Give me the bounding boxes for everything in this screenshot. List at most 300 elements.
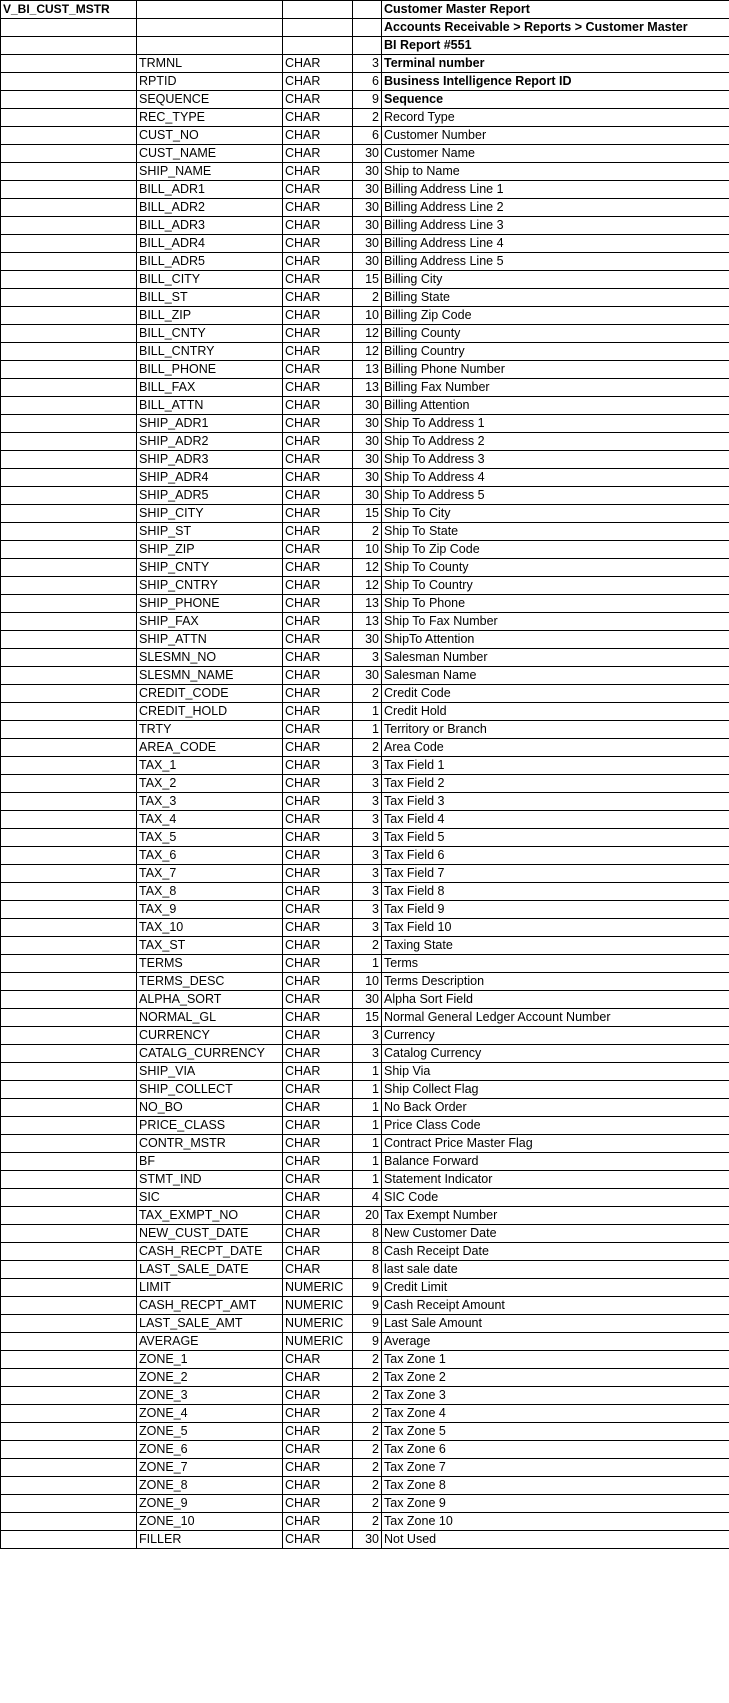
field-name-cell: BILL_ATTN (137, 397, 283, 415)
field-type-cell: CHAR (283, 559, 353, 577)
field-type-cell: NUMERIC (283, 1315, 353, 1333)
empty-cell (353, 37, 382, 55)
field-type-cell: CHAR (283, 937, 353, 955)
empty-cell (1, 1009, 137, 1027)
field-name-cell: CUST_NO (137, 127, 283, 145)
field-type-cell: NUMERIC (283, 1279, 353, 1297)
field-description-cell: Alpha Sort Field (382, 991, 729, 1009)
field-description-cell: Price Class Code (382, 1117, 729, 1135)
field-description-cell: Sequence (382, 91, 729, 109)
field-type-cell: CHAR (283, 577, 353, 595)
empty-cell (1, 775, 137, 793)
field-type-cell: CHAR (283, 397, 353, 415)
field-name-cell: CASH_RECPT_DATE (137, 1243, 283, 1261)
field-length-cell: 30 (353, 469, 382, 487)
field-length-cell: 13 (353, 595, 382, 613)
field-description-cell: Ship Collect Flag (382, 1081, 729, 1099)
table-row (1, 523, 729, 541)
field-description-cell: Terms Description (382, 973, 729, 991)
field-description-cell: Ship To Address 3 (382, 451, 729, 469)
table-row (1, 289, 729, 307)
field-length-cell: 3 (353, 865, 382, 883)
field-type-cell: CHAR (283, 901, 353, 919)
field-type-cell: CHAR (283, 199, 353, 217)
table-row (1, 1495, 729, 1513)
empty-cell (1, 235, 137, 253)
empty-cell (1, 325, 137, 343)
table-row (1, 343, 729, 361)
field-description-cell: SIC Code (382, 1189, 729, 1207)
field-type-cell: CHAR (283, 1369, 353, 1387)
field-name-cell: NO_BO (137, 1099, 283, 1117)
field-length-cell: 1 (353, 1063, 382, 1081)
field-length-cell: 10 (353, 541, 382, 559)
table-row (1, 487, 729, 505)
field-type-cell: CHAR (283, 991, 353, 1009)
table-row (1, 163, 729, 181)
field-length-cell: 3 (353, 829, 382, 847)
table-row (1, 919, 729, 937)
field-description-cell: Record Type (382, 109, 729, 127)
table-row (1, 883, 729, 901)
empty-cell (283, 1, 353, 19)
field-description-cell: Billing State (382, 289, 729, 307)
field-length-cell: 3 (353, 55, 382, 73)
field-type-cell: CHAR (283, 667, 353, 685)
field-name-cell: TAX_7 (137, 865, 283, 883)
empty-cell (137, 1, 283, 19)
field-type-cell: CHAR (283, 1261, 353, 1279)
field-length-cell: 2 (353, 1495, 382, 1513)
field-description-cell: Not Used (382, 1531, 729, 1549)
empty-cell (283, 19, 353, 37)
empty-cell (137, 37, 283, 55)
table-row (1, 829, 729, 847)
field-length-cell: 30 (353, 991, 382, 1009)
field-name-cell: SHIP_CNTRY (137, 577, 283, 595)
empty-cell (1, 379, 137, 397)
field-type-cell: CHAR (283, 379, 353, 397)
table-row (1, 181, 729, 199)
field-name-cell: TAX_2 (137, 775, 283, 793)
field-length-cell: 4 (353, 1189, 382, 1207)
field-length-cell: 2 (353, 1459, 382, 1477)
field-length-cell: 10 (353, 973, 382, 991)
field-name-cell: TAX_8 (137, 883, 283, 901)
field-type-cell: CHAR (283, 649, 353, 667)
field-description-cell: No Back Order (382, 1099, 729, 1117)
empty-cell (1, 541, 137, 559)
field-name-cell: LAST_SALE_AMT (137, 1315, 283, 1333)
empty-cell (1, 253, 137, 271)
field-description-cell: New Customer Date (382, 1225, 729, 1243)
table-row (1, 1477, 729, 1495)
empty-cell (1, 721, 137, 739)
field-description-cell: Tax Exempt Number (382, 1207, 729, 1225)
field-type-cell: CHAR (283, 541, 353, 559)
field-type-cell: CHAR (283, 919, 353, 937)
table-row (1, 1063, 729, 1081)
field-length-cell: 15 (353, 1009, 382, 1027)
field-description-cell: Billing Fax Number (382, 379, 729, 397)
table-row (1, 1405, 729, 1423)
empty-cell (1, 865, 137, 883)
field-length-cell: 3 (353, 811, 382, 829)
field-name-cell: ZONE_8 (137, 1477, 283, 1495)
field-description-cell: Contract Price Master Flag (382, 1135, 729, 1153)
field-description-cell: Normal General Ledger Account Number (382, 1009, 729, 1027)
field-name-cell: SHIP_ADR2 (137, 433, 283, 451)
table-row (1, 379, 729, 397)
field-description-cell: Catalog Currency (382, 1045, 729, 1063)
field-description-cell: Billing County (382, 325, 729, 343)
field-type-cell: CHAR (283, 1045, 353, 1063)
field-length-cell: 2 (353, 1477, 382, 1495)
field-type-cell: CHAR (283, 1477, 353, 1495)
table-row (1, 955, 729, 973)
field-description-cell: Billing Address Line 4 (382, 235, 729, 253)
field-name-cell: SHIP_CNTY (137, 559, 283, 577)
field-description-cell: Tax Zone 7 (382, 1459, 729, 1477)
table-row (1, 811, 729, 829)
field-length-cell: 15 (353, 271, 382, 289)
table-row (1, 1189, 729, 1207)
table-row (1, 901, 729, 919)
field-name-cell: ALPHA_SORT (137, 991, 283, 1009)
field-type-cell: CHAR (283, 487, 353, 505)
field-description-cell: Billing Address Line 1 (382, 181, 729, 199)
field-length-cell: 3 (353, 883, 382, 901)
field-description-cell: Currency (382, 1027, 729, 1045)
field-type-cell: CHAR (283, 1207, 353, 1225)
table-row (1, 1225, 729, 1243)
field-name-cell: SHIP_COLLECT (137, 1081, 283, 1099)
field-description-cell: Ship To State (382, 523, 729, 541)
field-type-cell: CHAR (283, 955, 353, 973)
field-description-cell: Billing Address Line 2 (382, 199, 729, 217)
field-description-cell: Tax Field 9 (382, 901, 729, 919)
table-row (1, 739, 729, 757)
field-length-cell: 2 (353, 1423, 382, 1441)
empty-cell (1, 1477, 137, 1495)
empty-cell (1, 1441, 137, 1459)
field-length-cell: 1 (353, 1099, 382, 1117)
field-type-cell: CHAR (283, 793, 353, 811)
header-row-1 (1, 1, 729, 19)
table-row (1, 649, 729, 667)
field-type-cell: CHAR (283, 1135, 353, 1153)
field-name-cell: ZONE_4 (137, 1405, 283, 1423)
field-name-cell: ZONE_5 (137, 1423, 283, 1441)
table-row (1, 127, 729, 145)
field-type-cell: CHAR (283, 505, 353, 523)
field-description-cell: Terminal number (382, 55, 729, 73)
field-name-cell: SHIP_ADR5 (137, 487, 283, 505)
field-length-cell: 3 (353, 775, 382, 793)
field-description-cell: Ship To County (382, 559, 729, 577)
field-type-cell: CHAR (283, 1495, 353, 1513)
field-name-cell: TERMS_DESC (137, 973, 283, 991)
field-length-cell: 9 (353, 1279, 382, 1297)
table-row (1, 1279, 729, 1297)
field-type-cell: CHAR (283, 1531, 353, 1549)
field-name-cell: TAX_10 (137, 919, 283, 937)
field-length-cell: 3 (353, 1045, 382, 1063)
field-length-cell: 30 (353, 487, 382, 505)
field-type-cell: CHAR (283, 883, 353, 901)
field-description-cell: Tax Field 4 (382, 811, 729, 829)
empty-cell (1, 1369, 137, 1387)
empty-cell (1, 901, 137, 919)
empty-cell (1, 1423, 137, 1441)
field-length-cell: 3 (353, 649, 382, 667)
field-description-cell: Billing Attention (382, 397, 729, 415)
table-row (1, 217, 729, 235)
field-length-cell: 2 (353, 523, 382, 541)
field-name-cell: TAX_3 (137, 793, 283, 811)
field-type-cell: CHAR (283, 253, 353, 271)
empty-cell (1, 1225, 137, 1243)
field-type-cell: CHAR (283, 613, 353, 631)
table-row (1, 1315, 729, 1333)
field-name-cell: SHIP_ZIP (137, 541, 283, 559)
field-name-cell: CATALG_CURRENCY (137, 1045, 283, 1063)
field-length-cell: 1 (353, 1153, 382, 1171)
field-description-cell: Credit Code (382, 685, 729, 703)
field-length-cell: 8 (353, 1225, 382, 1243)
empty-cell (1, 19, 137, 37)
empty-cell (1, 1495, 137, 1513)
field-length-cell: 1 (353, 1171, 382, 1189)
empty-cell (1, 1531, 137, 1549)
table-row (1, 1297, 729, 1315)
empty-cell (1, 343, 137, 361)
empty-cell (1, 361, 137, 379)
field-description-cell: Billing Address Line 5 (382, 253, 729, 271)
view-name: V_BI_CUST_MSTR (1, 1, 137, 19)
field-description-cell: Billing City (382, 271, 729, 289)
empty-cell (1, 1279, 137, 1297)
empty-cell (1, 1153, 137, 1171)
field-name-cell: ZONE_9 (137, 1495, 283, 1513)
field-description-cell: Ship To Address 5 (382, 487, 729, 505)
field-name-cell: SHIP_PHONE (137, 595, 283, 613)
field-name-cell: BILL_CNTY (137, 325, 283, 343)
empty-cell (1, 199, 137, 217)
field-name-cell: SHIP_FAX (137, 613, 283, 631)
table-row (1, 55, 729, 73)
empty-cell (1, 685, 137, 703)
table-row (1, 1081, 729, 1099)
table-row (1, 559, 729, 577)
empty-cell (1, 1045, 137, 1063)
field-name-cell: SHIP_ADR1 (137, 415, 283, 433)
empty-cell (1, 577, 137, 595)
field-length-cell: 2 (353, 1351, 382, 1369)
field-length-cell: 2 (353, 685, 382, 703)
field-description-cell: Tax Field 5 (382, 829, 729, 847)
field-type-cell: CHAR (283, 595, 353, 613)
field-length-cell: 30 (353, 145, 382, 163)
empty-cell (1, 1099, 137, 1117)
field-name-cell: AVERAGE (137, 1333, 283, 1351)
field-type-cell: CHAR (283, 1423, 353, 1441)
field-type-cell: CHAR (283, 1243, 353, 1261)
table-row (1, 361, 729, 379)
field-description-cell: Tax Zone 9 (382, 1495, 729, 1513)
field-length-cell: 2 (353, 1405, 382, 1423)
empty-cell (1, 163, 137, 181)
field-type-cell: CHAR (283, 217, 353, 235)
table-row (1, 721, 729, 739)
field-length-cell: 6 (353, 127, 382, 145)
field-type-cell: CHAR (283, 91, 353, 109)
empty-cell (1, 829, 137, 847)
field-length-cell: 30 (353, 199, 382, 217)
field-name-cell: BILL_ADR5 (137, 253, 283, 271)
field-name-cell: TAX_9 (137, 901, 283, 919)
table-row (1, 757, 729, 775)
field-length-cell: 30 (353, 163, 382, 181)
field-description-cell: Tax Zone 3 (382, 1387, 729, 1405)
empty-cell (1, 433, 137, 451)
field-length-cell: 12 (353, 325, 382, 343)
field-description-cell: Business Intelligence Report ID (382, 73, 729, 91)
field-length-cell: 2 (353, 1369, 382, 1387)
field-length-cell: 30 (353, 631, 382, 649)
empty-cell (1, 1513, 137, 1531)
field-length-cell: 13 (353, 379, 382, 397)
table-row (1, 1513, 729, 1531)
empty-cell (1, 793, 137, 811)
table-row (1, 991, 729, 1009)
field-name-cell: CUST_NAME (137, 145, 283, 163)
table-row (1, 847, 729, 865)
field-name-cell: BILL_FAX (137, 379, 283, 397)
field-length-cell: 1 (353, 1081, 382, 1099)
field-name-cell: SHIP_ADR4 (137, 469, 283, 487)
table-row (1, 703, 729, 721)
field-name-cell: BILL_CNTRY (137, 343, 283, 361)
report-number: BI Report #551 (382, 37, 729, 55)
field-type-cell: CHAR (283, 1117, 353, 1135)
report-path: Accounts Receivable > Reports > Customer Master (382, 19, 729, 37)
field-name-cell: BILL_ADR2 (137, 199, 283, 217)
field-description-cell: Billing Address Line 3 (382, 217, 729, 235)
field-description-cell: Ship to Name (382, 163, 729, 181)
field-length-cell: 13 (353, 613, 382, 631)
table-row (1, 415, 729, 433)
header-row-2 (1, 19, 729, 37)
field-length-cell: 30 (353, 415, 382, 433)
field-type-cell: NUMERIC (283, 1333, 353, 1351)
table-row (1, 1117, 729, 1135)
field-description-cell: Ship To Address 4 (382, 469, 729, 487)
field-name-cell: BILL_ADR1 (137, 181, 283, 199)
report-title: Customer Master Report (382, 1, 729, 19)
field-length-cell: 8 (353, 1243, 382, 1261)
field-description-cell: Cash Receipt Amount (382, 1297, 729, 1315)
table-row (1, 1243, 729, 1261)
empty-cell (137, 19, 283, 37)
table-row (1, 1207, 729, 1225)
table-row (1, 145, 729, 163)
field-length-cell: 12 (353, 577, 382, 595)
field-type-cell: CHAR (283, 757, 353, 775)
field-name-cell: CURRENCY (137, 1027, 283, 1045)
field-description-cell: Ship To Address 2 (382, 433, 729, 451)
field-name-cell: TRTY (137, 721, 283, 739)
empty-cell (1, 613, 137, 631)
field-type-cell: CHAR (283, 271, 353, 289)
empty-cell (1, 1135, 137, 1153)
field-name-cell: BILL_CITY (137, 271, 283, 289)
field-description-cell: last sale date (382, 1261, 729, 1279)
field-length-cell: 1 (353, 955, 382, 973)
field-length-cell: 1 (353, 1117, 382, 1135)
field-name-cell: BILL_ZIP (137, 307, 283, 325)
field-description-cell: Credit Limit (382, 1279, 729, 1297)
field-name-cell: SIC (137, 1189, 283, 1207)
empty-cell (1, 1261, 137, 1279)
empty-cell (1, 415, 137, 433)
table-row (1, 1423, 729, 1441)
table-row (1, 1135, 729, 1153)
field-type-cell: CHAR (283, 739, 353, 757)
field-name-cell: ZONE_6 (137, 1441, 283, 1459)
empty-cell (1, 1027, 137, 1045)
empty-cell (1, 1063, 137, 1081)
field-description-cell: Ship To Address 1 (382, 415, 729, 433)
field-type-cell: CHAR (283, 361, 353, 379)
empty-cell (1, 397, 137, 415)
field-name-cell: TAX_1 (137, 757, 283, 775)
empty-cell (1, 1081, 137, 1099)
empty-cell (1, 307, 137, 325)
empty-cell (1, 919, 137, 937)
field-type-cell: CHAR (283, 289, 353, 307)
field-name-cell: CASH_RECPT_AMT (137, 1297, 283, 1315)
empty-cell (1, 91, 137, 109)
field-name-cell: SHIP_ADR3 (137, 451, 283, 469)
table-row (1, 253, 729, 271)
table-row (1, 1099, 729, 1117)
field-name-cell: BILL_ADR4 (137, 235, 283, 253)
field-description-cell: Area Code (382, 739, 729, 757)
field-type-cell: CHAR (283, 415, 353, 433)
field-type-cell: CHAR (283, 73, 353, 91)
field-name-cell: SHIP_ST (137, 523, 283, 541)
field-length-cell: 6 (353, 73, 382, 91)
field-length-cell: 3 (353, 901, 382, 919)
field-length-cell: 30 (353, 397, 382, 415)
table-row (1, 451, 729, 469)
field-type-cell: CHAR (283, 847, 353, 865)
field-type-cell: CHAR (283, 109, 353, 127)
field-type-cell: CHAR (283, 631, 353, 649)
field-length-cell: 2 (353, 1387, 382, 1405)
field-type-cell: CHAR (283, 145, 353, 163)
field-length-cell: 3 (353, 1027, 382, 1045)
field-name-cell: SHIP_NAME (137, 163, 283, 181)
field-type-cell: CHAR (283, 1513, 353, 1531)
table-row (1, 775, 729, 793)
field-name-cell: TAX_6 (137, 847, 283, 865)
table-row (1, 91, 729, 109)
field-type-cell: CHAR (283, 1459, 353, 1477)
empty-cell (1, 451, 137, 469)
table-row (1, 199, 729, 217)
